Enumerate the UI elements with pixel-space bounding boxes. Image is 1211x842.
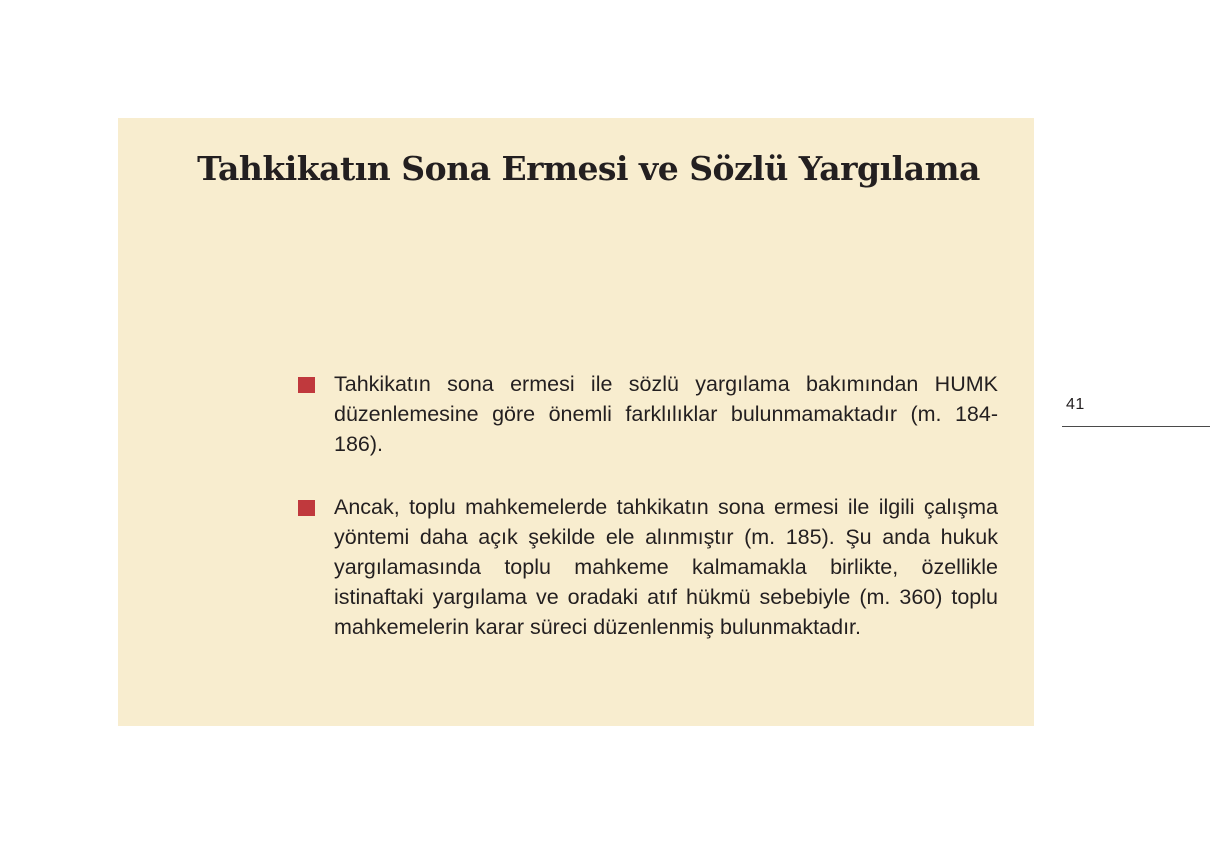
page-number-divider [1062,426,1210,427]
page-title: Tahkikatın Sona Ermesi ve Sözlü Yargılama [197,149,980,188]
page-number: 41 [1066,396,1085,413]
bullet-item [298,492,998,643]
bullet-item [298,369,998,460]
bullet-text: Tahkikatın sona ermesi ile sözlü yargılama bakımından HUMK düzenlemesine göre önemli farklılıklar bulunmamaktadır (m. 184-186). [334,372,998,457]
bullet-list [298,369,998,675]
square-bullet-icon [298,500,315,516]
bullet-text: Ancak, toplu mahkemelerde tahkikatın sona ermesi ile ilgili çalışma yöntemi daha açık şekilde ele alınmıştır (m. 185). Şu anda hukuk yargılamasında toplu mahkeme kalmamakla birlikte, özellikle istinaftaki yargılama ve oradaki atıf hükmü sebebiyle (m. 360) toplu mahkemelerin karar süreci düzenlenmiş bulunmaktadır. [334,494,998,640]
square-bullet-icon [298,377,315,393]
